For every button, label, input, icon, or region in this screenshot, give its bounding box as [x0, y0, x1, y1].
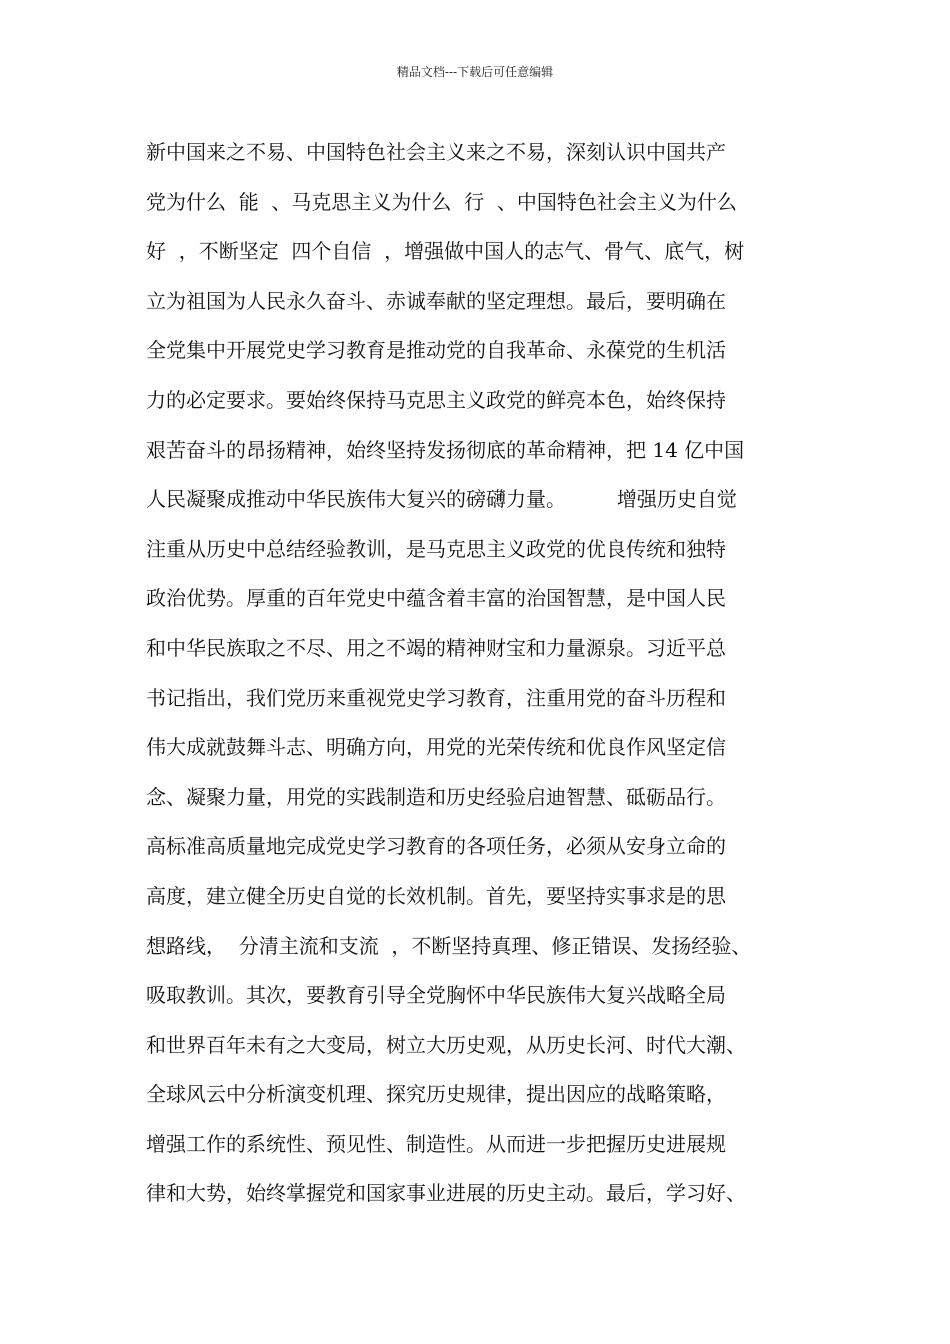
text-line: 高标准高质量地完成党史学习教育的各项任务，必须从安身立命的: [146, 834, 726, 859]
text-line: 和世界百年未有之大变局，树立大历史观，从历史长河、时代大潮、: [146, 1032, 746, 1057]
text-line: 力的必定要求。要始终保持马克思主义政党的鲜亮本色，始终保持: [146, 387, 726, 412]
text-line: 想路线， 分清主流和支流 ，不断坚持真理、修正错误、发扬经验、: [146, 933, 752, 958]
text-line: 政治优势。厚重的百年党史中蕴含着丰富的治国智慧，是中国人民: [146, 586, 726, 611]
page-header: 精品文档---下载后可任意编辑: [396, 65, 554, 79]
text-line: 新中国来之不易、中国特色社会主义来之不易，深刻认识中国共产: [146, 140, 726, 164]
text-line: 人民凝聚成推动中华民族伟大复兴的磅礴力量。 增强历史自觉: [146, 487, 737, 512]
text-line: 念、凝聚力量，用党的实践制造和历史经验启迪智慧、砥砺品行。: [146, 784, 726, 809]
text-line: 全党集中开展党史学习教育是推动党的自我革命、永葆党的生机活: [146, 338, 726, 363]
text-line: 吸取教训。其次，要教育引导全党胸怀中华民族伟大复兴战略全局: [146, 983, 726, 1008]
text-line: 律和大势，始终掌握党和国家事业进展的历史主动。最后，学习好、: [146, 1181, 746, 1206]
text-line: 立为祖国为人民永久奋斗、赤诚奉献的坚定理想。最后，要明确在: [146, 288, 726, 313]
text-line: 艰苦奋斗的昂扬精神，始终坚持发扬彻底的革命精神，把 14 亿中国: [146, 437, 745, 462]
text-line: 全球风云中分析演变机理、探究历史规律，提出因应的战略策略，: [146, 1082, 726, 1107]
text-line: 和中华民族取之不尽、用之不竭的精神财宝和力量源泉。习近平总: [146, 635, 726, 660]
text-line: 好 ，不断坚定 四个自信 ，增强做中国人的志气、骨气、底气，树: [146, 239, 745, 264]
text-line: 高度，建立健全历史自觉的长效机制。首先，要坚持实事求是的思: [146, 883, 726, 908]
body-text: [146, 128, 846, 1219]
text-line: 注重从历史中总结经验教训，是马克思主义政党的优良传统和独特: [146, 536, 726, 561]
text-line: 党为什么 能 、马克思主义为什么 行 、中国特色社会主义为什么: [146, 189, 737, 214]
text-line: 增强工作的系统性、预见性、制造性。从而进一步把握历史进展规: [146, 1131, 726, 1156]
text-line: 书记指出，我们党历来重视党史学习教育，注重用党的奋斗历程和: [146, 685, 726, 710]
text-line: 伟大成就鼓舞斗志、明确方向，用党的光荣传统和优良作风坚定信: [146, 735, 726, 760]
